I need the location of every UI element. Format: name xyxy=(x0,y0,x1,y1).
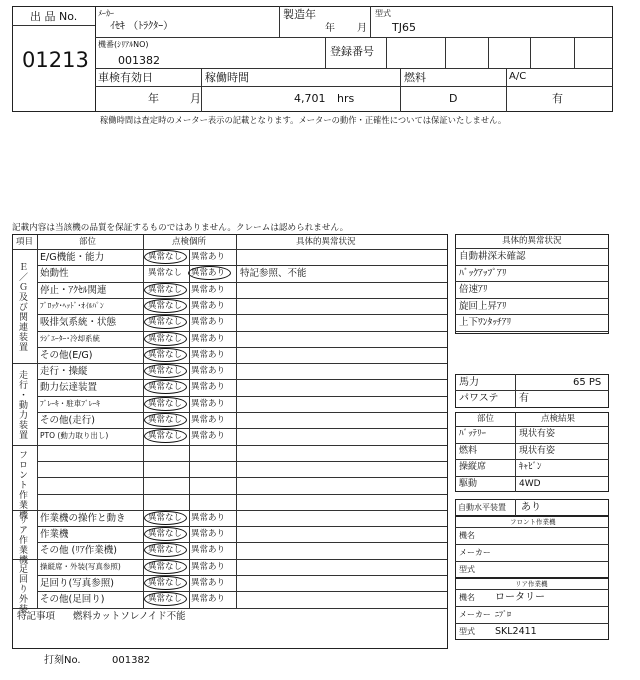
power-steering-value: 有 xyxy=(519,393,529,404)
selected-check-circle xyxy=(144,315,187,329)
selected-check-circle xyxy=(144,576,187,590)
result-part: 操縦席 xyxy=(459,462,487,472)
result-part: 燃料 xyxy=(459,445,478,456)
power-steering-label: パワステ xyxy=(459,393,499,404)
month-unit: 月 xyxy=(357,23,367,34)
part-name: 作業機の操作と動き xyxy=(40,512,126,524)
selected-check-circle xyxy=(144,348,187,362)
group-label: 走行・動力装置 xyxy=(17,369,27,440)
power-value: 65 PS xyxy=(573,377,602,388)
col-item-header: 項目 xyxy=(16,237,34,247)
check-ng[interactable]: 異常あり xyxy=(191,382,226,393)
special-notes-value: 燃料カットソレノイド不能 xyxy=(73,610,186,622)
part-name: 足回り(写真参照) xyxy=(40,578,114,589)
selected-check-circle xyxy=(144,429,187,443)
part-name: その他(E/G) xyxy=(40,349,93,361)
selected-check-circle xyxy=(144,543,187,557)
check-ng[interactable]: 異常あり xyxy=(191,545,226,556)
check-ng[interactable]: 異常あり xyxy=(191,398,226,409)
result-part: 駆動 xyxy=(459,478,478,489)
result-value: 現状有姿 xyxy=(519,429,556,439)
results-result-header: 点検結果 xyxy=(541,414,576,424)
result-value: ｷｬﾋﾞﾝ xyxy=(519,462,542,472)
detail-list-item: 上下ﾜﾝﾀｯﾁｱﾘ xyxy=(459,317,512,328)
inspection-month-unit: 月 xyxy=(190,92,201,105)
stamp-label: 打刻No. xyxy=(44,655,81,666)
check-ok[interactable]: 異常なし xyxy=(148,284,183,295)
ac-value: 有 xyxy=(552,92,563,105)
check-ng[interactable]: 異常あり xyxy=(191,252,226,262)
detail-list-item: ﾊﾞｯｸｱｯﾌﾟｱﾘ xyxy=(459,267,507,279)
selected-check-circle xyxy=(144,560,187,574)
check-ok[interactable]: 異常なし xyxy=(148,333,183,344)
results-part-header: 部位 xyxy=(477,414,495,424)
operating-hours-unit: hrs xyxy=(337,92,355,105)
disclaimer: 記載内容は当該機の品質を保証するものではありません。クレームは認められません。 xyxy=(12,223,349,233)
selected-check-circle xyxy=(144,592,187,606)
detail-list-item: 倍速ｱﾘ xyxy=(459,284,488,295)
check-ng[interactable]: 異常あり xyxy=(191,431,226,442)
check-ok[interactable]: 異常なし xyxy=(148,268,183,279)
selected-check-circle xyxy=(144,364,187,378)
selected-check-circle xyxy=(144,283,187,297)
special-notes-label: 特記事項 xyxy=(17,610,56,622)
stamp-value: 001382 xyxy=(112,655,151,666)
front-model-label: 型式 xyxy=(459,565,475,574)
model-label: 型式 xyxy=(375,9,391,18)
model-value: TJ65 xyxy=(392,21,416,34)
group-label: リア作業機 xyxy=(17,514,27,565)
check-ng[interactable]: 異常あり xyxy=(191,415,226,425)
selected-check-circle xyxy=(188,266,231,280)
col-check-header: 点検個所 xyxy=(172,237,207,247)
detail-list-title: 具体的異常状況 xyxy=(502,236,562,246)
check-ok[interactable]: 異常なし xyxy=(148,561,183,572)
part-name: ﾌﾞﾛｯｸ･ﾍｯﾄﾞ･ｵｲﾙﾊﾟﾝ xyxy=(40,300,104,310)
check-ok[interactable]: 異常なし xyxy=(148,529,183,540)
col-detail-header: 具体的異常状況 xyxy=(296,237,356,247)
check-ng[interactable]: 異常あり xyxy=(191,300,226,311)
selected-check-circle xyxy=(144,380,187,394)
check-ng[interactable]: 異常あり xyxy=(191,578,226,588)
part-name: 停止・ｱｸｾﾙ関連 xyxy=(40,284,107,296)
rear-name-label: 機名 xyxy=(459,593,475,602)
check-ok[interactable]: 異常なし xyxy=(148,431,183,442)
part-name: 操縦席・外装(写真参照) xyxy=(40,561,121,571)
check-ok[interactable]: 異常なし xyxy=(148,398,183,409)
check-ok[interactable]: 異常なし xyxy=(148,415,183,425)
group-label: 足回り外装 xyxy=(17,563,27,614)
check-ok[interactable]: 異常なし xyxy=(148,578,183,588)
inspection-year-unit: 年 xyxy=(148,92,159,105)
check-ng[interactable]: 異常あり xyxy=(191,529,226,540)
check-ok[interactable]: 異常なし xyxy=(148,366,183,377)
part-name: その他 (ﾘｱ作業機) xyxy=(40,545,117,557)
check-ng[interactable]: 異常あり xyxy=(191,366,226,377)
auto-level-value: あり xyxy=(521,502,541,513)
check-ng[interactable]: 異常あり xyxy=(191,268,226,279)
front-implement-title: フロント作業機 xyxy=(510,518,556,526)
detail-list-item: 旋回上昇ｱﾘ xyxy=(459,300,507,312)
hours-note: 稼働時間は査定時のメーター表示の記載となります。メーターの動作・正確性については保証いたしません。 xyxy=(100,115,507,125)
check-ok[interactable]: 異常なし xyxy=(148,317,183,328)
fuel-label: 燃料 xyxy=(404,71,426,84)
front-name-label: 機名 xyxy=(459,531,475,540)
front-maker-label: メーカー xyxy=(459,548,491,557)
group-label: フロント作業機 xyxy=(17,449,27,520)
fuel-value: D xyxy=(449,92,458,105)
rear-maker-value: ﾆﾌﾞﾛ xyxy=(495,610,511,619)
part-name: 動力伝達装置 xyxy=(40,382,98,394)
part-name: E/G機能・能力 xyxy=(40,252,105,263)
selected-check-circle xyxy=(144,527,187,541)
lot-number-value: 01213 xyxy=(22,48,89,72)
rear-implement-title: リア作業機 xyxy=(515,580,548,588)
year-unit: 年 xyxy=(325,23,335,34)
check-ok[interactable]: 異常なし xyxy=(148,594,183,605)
part-name: 作業機 xyxy=(40,529,69,541)
check-ng[interactable]: 異常あり xyxy=(191,284,226,295)
check-ng[interactable]: 異常あり xyxy=(191,512,226,523)
selected-check-circle xyxy=(144,299,187,313)
detail-text: 特記参照、不能 xyxy=(240,268,307,280)
rear-name-value: ロータリー xyxy=(495,592,545,603)
check-ng[interactable]: 異常あり xyxy=(191,333,226,344)
lot-number-label: 出 品 No. xyxy=(30,10,78,23)
inspection-date-label: 車検有効日 xyxy=(98,71,153,84)
part-name: 始動性 xyxy=(40,268,69,280)
check-ng[interactable]: 異常あり xyxy=(191,317,226,328)
year-label: 製造年 xyxy=(283,8,316,21)
inspection-table xyxy=(12,234,448,649)
part-name: ﾗｼﾞｴｰﾀｰ･冷却系統 xyxy=(40,333,100,343)
check-ok[interactable]: 異常なし xyxy=(148,545,183,556)
group-label: Ｅ／Ｇ及び関連装置 xyxy=(17,262,27,353)
serial-label: 機番(ｼﾘｱﾙNO) xyxy=(98,40,149,49)
rear-maker-label: メーカー xyxy=(459,610,491,619)
selected-check-circle xyxy=(144,332,187,346)
check-ng[interactable]: 異常あり xyxy=(191,349,226,360)
result-value: 4WD xyxy=(519,478,541,489)
check-ok[interactable]: 異常なし xyxy=(148,349,183,360)
part-name: 走行・操縦 xyxy=(40,366,88,378)
result-value: 現状有姿 xyxy=(519,445,556,456)
part-name: PTO (動力取り出し) xyxy=(40,431,109,441)
rear-model-label: 型式 xyxy=(459,627,475,636)
selected-check-circle xyxy=(144,397,187,411)
serial-value: 001382 xyxy=(118,54,160,67)
right-panel xyxy=(455,234,609,650)
registration-label: 登録番号 xyxy=(330,45,374,58)
check-ok[interactable]: 異常なし xyxy=(148,512,183,523)
maker-label: ﾒｰｶｰ xyxy=(98,9,114,18)
part-name: ﾌﾞﾚｰｷ・駐車ﾌﾞﾚｰｷ xyxy=(40,398,100,408)
result-part: ﾊﾞｯﾃﾘｰ xyxy=(459,429,487,439)
selected-check-circle xyxy=(144,511,187,525)
power-label: 馬力 xyxy=(459,377,479,388)
selected-check-circle xyxy=(144,250,187,264)
part-name: 吸排気系統・状態 xyxy=(40,317,117,329)
maker-value: ｲｾｷ （ﾄﾗｸﾀｰ） xyxy=(110,21,174,32)
check-ng[interactable]: 異常あり xyxy=(191,594,226,605)
check-ok[interactable]: 異常なし xyxy=(148,252,183,262)
check-ok[interactable]: 異常なし xyxy=(148,382,183,393)
part-name: その他(走行) xyxy=(40,415,95,426)
ac-label: A/C xyxy=(509,71,527,82)
part-name: その他(足回り) xyxy=(40,594,105,606)
operating-hours-label: 稼働時間 xyxy=(205,71,249,84)
operating-hours-value: 4,701 xyxy=(294,92,326,105)
selected-check-circle xyxy=(144,413,187,427)
col-part-header: 部位 xyxy=(79,237,97,247)
check-ng[interactable]: 異常あり xyxy=(191,561,226,572)
check-ok[interactable]: 異常なし xyxy=(148,300,183,311)
detail-list-item: 自動耕深未確認 xyxy=(459,251,526,262)
rear-model-value: SKL2411 xyxy=(495,626,537,637)
auto-level-label: 自動水平装置 xyxy=(458,503,506,512)
